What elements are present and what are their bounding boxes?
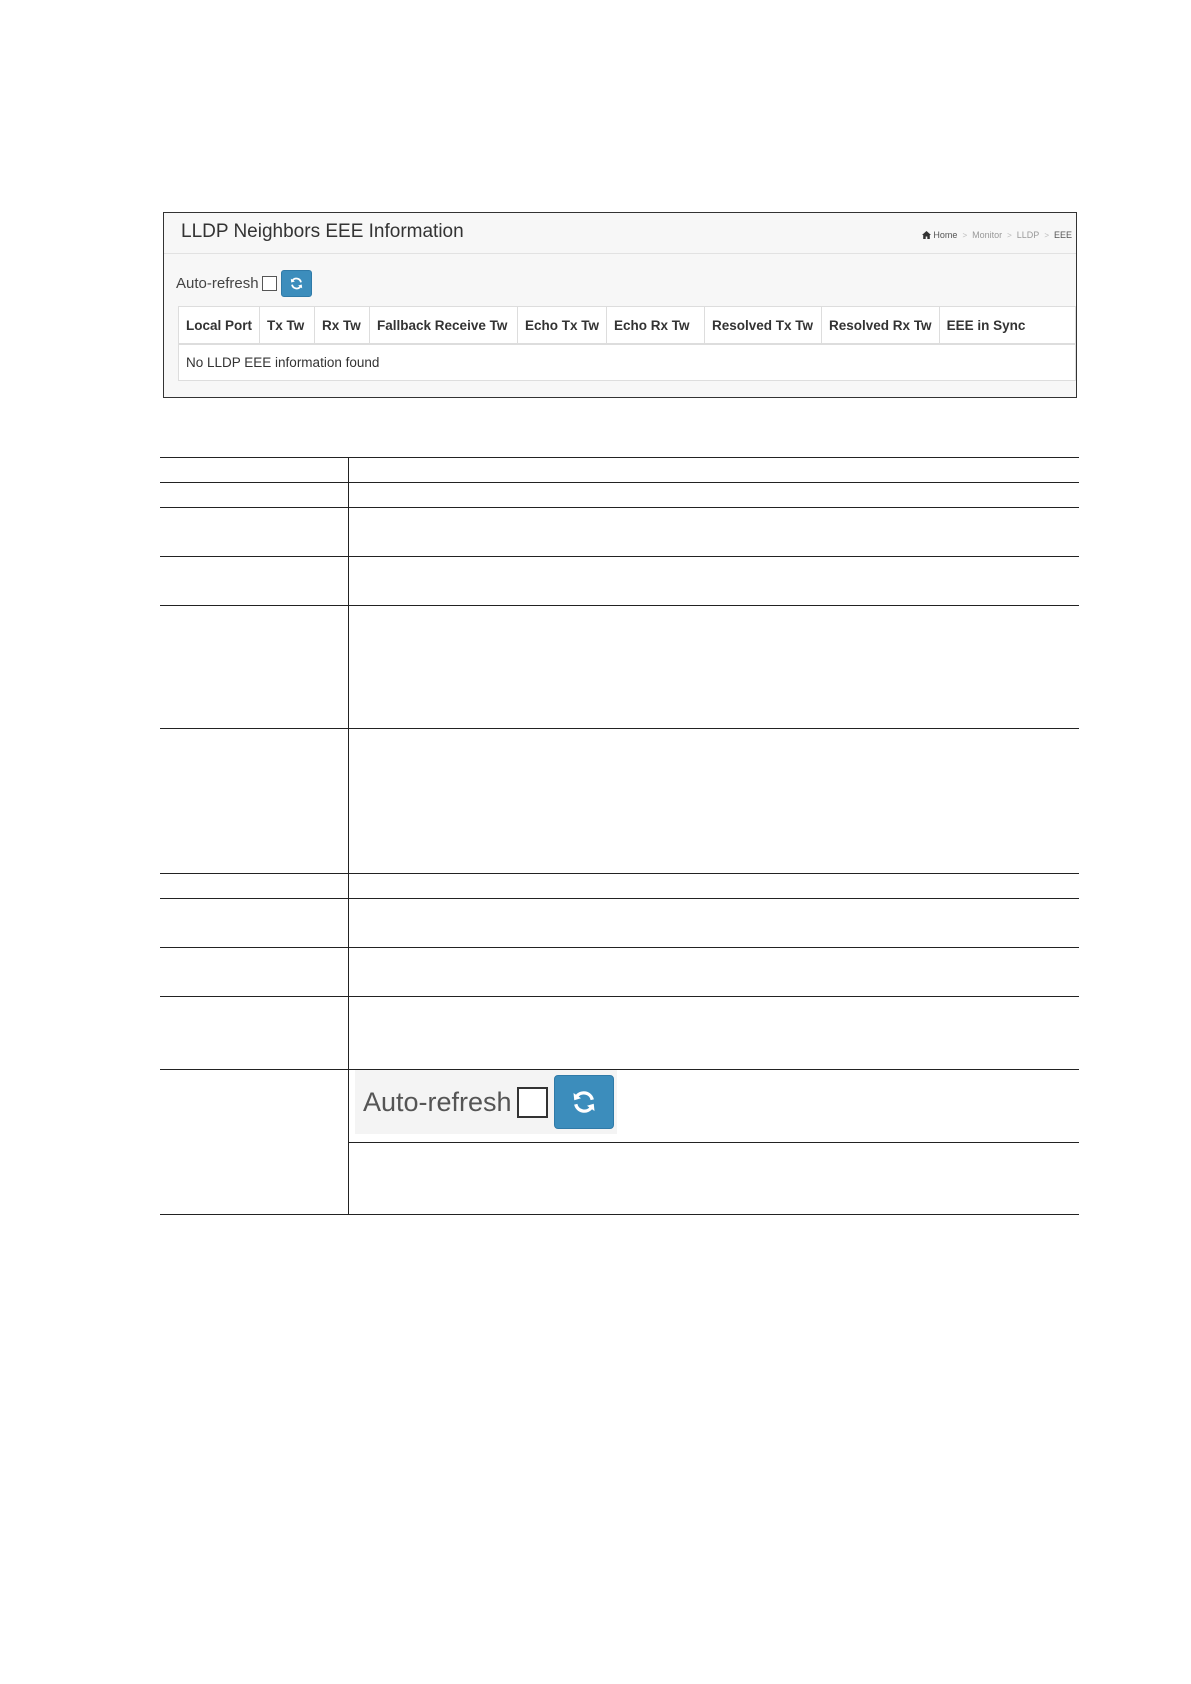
auto-refresh-checkbox[interactable] bbox=[262, 276, 277, 291]
column-header-resolved-rx-tw: Resolved Rx Tw bbox=[822, 307, 940, 345]
zoomed-auto-refresh-control bbox=[355, 1070, 617, 1134]
home-icon bbox=[922, 231, 931, 239]
table-row bbox=[179, 344, 1076, 381]
auto-refresh-label: Auto-refresh bbox=[176, 275, 259, 292]
description-column-divider bbox=[348, 457, 349, 1215]
column-header-tx-tw: Tx Tw bbox=[260, 307, 315, 345]
column-header-resolved-tx-tw: Resolved Tx Tw bbox=[705, 307, 822, 345]
description-row-divider bbox=[160, 556, 1079, 557]
description-row-divider bbox=[160, 457, 1079, 458]
refresh-icon bbox=[290, 277, 303, 290]
breadcrumb-lldp[interactable]: LLDP bbox=[1016, 230, 1040, 240]
breadcrumb-separator: > bbox=[1044, 230, 1049, 240]
lldp-eee-table bbox=[178, 306, 1076, 381]
description-row-divider bbox=[160, 482, 1079, 483]
breadcrumb bbox=[922, 230, 1072, 240]
breadcrumb-separator: > bbox=[962, 230, 968, 240]
description-row-divider bbox=[160, 1069, 1079, 1070]
zoomed-refresh-button[interactable] bbox=[554, 1075, 614, 1129]
breadcrumb-home[interactable] bbox=[922, 230, 957, 240]
description-row-divider bbox=[160, 728, 1079, 729]
description-inner-divider bbox=[348, 1142, 1079, 1143]
column-header-echo-tx-tw: Echo Tx Tw bbox=[518, 307, 607, 345]
description-table bbox=[160, 457, 1079, 1215]
panel-header bbox=[164, 213, 1076, 254]
description-row-divider bbox=[160, 1214, 1079, 1215]
empty-table-message: No LLDP EEE information found bbox=[179, 344, 1076, 381]
breadcrumb-home-label: Home bbox=[933, 230, 958, 240]
description-row-divider bbox=[160, 605, 1079, 606]
column-header-fallback-receive-tw: Fallback Receive Tw bbox=[370, 307, 518, 345]
description-row-divider bbox=[160, 947, 1079, 948]
column-header-local-port: Local Port bbox=[179, 307, 260, 345]
description-row-divider bbox=[160, 873, 1079, 874]
column-header-eee-in-sync: EEE in Sync bbox=[939, 307, 1075, 345]
column-header-echo-rx-tw: Echo Rx Tw bbox=[607, 307, 705, 345]
auto-refresh-row bbox=[176, 270, 312, 297]
table-header-row bbox=[179, 307, 1076, 345]
zoomed-auto-refresh-checkbox[interactable] bbox=[517, 1087, 548, 1118]
description-row-divider bbox=[160, 507, 1079, 508]
description-row-divider bbox=[160, 898, 1079, 899]
breadcrumb-separator: > bbox=[1007, 230, 1012, 240]
description-row-divider bbox=[160, 996, 1079, 997]
breadcrumb-eee: EEE bbox=[1053, 230, 1072, 240]
lldp-eee-panel bbox=[163, 212, 1077, 398]
page-title: LLDP Neighbors EEE Information bbox=[181, 221, 464, 242]
breadcrumb-monitor[interactable]: Monitor bbox=[972, 230, 1003, 240]
zoomed-auto-refresh-label: Auto-refresh bbox=[363, 1086, 512, 1117]
refresh-button[interactable] bbox=[281, 270, 312, 297]
column-header-rx-tw: Rx Tw bbox=[315, 307, 370, 345]
refresh-icon bbox=[572, 1090, 596, 1114]
